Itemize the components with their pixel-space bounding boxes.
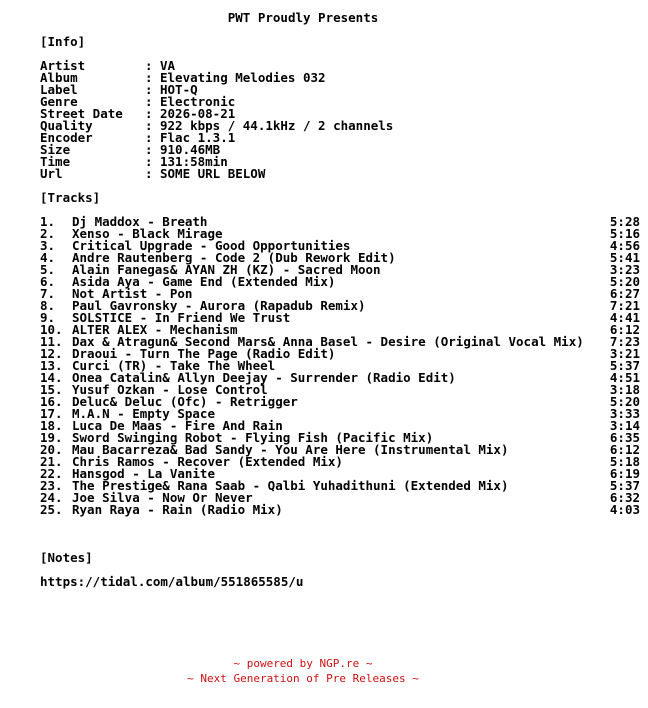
track-number: 18. [40, 418, 63, 433]
track-number: 16. [40, 394, 63, 409]
track-name: Dj Maddox - Breath [72, 214, 208, 229]
info-value: 131:58min [160, 154, 228, 169]
track-name: Xenso - Black Mirage [72, 226, 223, 241]
info-heading: [Info] [40, 34, 86, 49]
track-duration: 3:21 [609, 346, 640, 361]
footer [0, 656, 606, 686]
track-number: 13. [40, 358, 63, 373]
track-duration: 7:23 [609, 334, 640, 349]
track-name: Joe Silva - Now Or Never [72, 490, 253, 505]
track-number: 20. [40, 442, 63, 457]
info-label: Url [40, 166, 63, 181]
footer-tagline: ~ Next Generation of Pre Releases ~ [187, 672, 419, 685]
info-label: Time [40, 154, 71, 169]
info-value: Elevating Melodies 032 [160, 70, 326, 85]
track-duration: 3:23 [609, 262, 640, 277]
track-duration: 5:20 [609, 394, 640, 409]
track-duration: 4:03 [609, 502, 640, 517]
track-name: Sword Swinging Robot - Flying Fish (Pacific Mix) [72, 430, 434, 445]
track-name: Draoui - Turn The Page (Radio Edit) [72, 346, 336, 361]
track-duration: 3:14 [609, 418, 640, 433]
track-name: Mau Bacarreza& Bad Sandy - You Are Here (Instrumental Mix) [72, 442, 509, 457]
track-number: 11. [40, 334, 63, 349]
track-number: 17. [40, 406, 63, 421]
page-title: PWT Proudly Presents [227, 10, 379, 25]
info-separator: : [145, 142, 153, 157]
track-name: Andre Rautenberg - Code 2 (Dub Rework Edit) [72, 250, 396, 265]
track-duration: 5:28 [609, 214, 640, 229]
track-name: Dax & Atragun& Second Mars& Anna Basel - Desire (Original Vocal Mix) [72, 334, 584, 349]
track-number: 14. [40, 370, 63, 385]
track-number: 15. [40, 382, 63, 397]
track-duration: 3:33 [609, 406, 640, 421]
track-duration: 5:18 [609, 454, 640, 469]
info-value: 910.46MB [160, 142, 221, 157]
track-number: 25. [40, 502, 63, 517]
info-value: VA [160, 58, 176, 73]
track-name: Chris Ramos - Recover (Extended Mix) [72, 454, 343, 469]
track-name: Alain Fanegas& AYAN ZH (KZ) - Sacred Moon [72, 262, 381, 277]
info-label: Encoder [40, 130, 93, 145]
info-label: Album [40, 70, 78, 85]
info-separator: : [145, 130, 153, 145]
info-row [40, 72, 393, 84]
notes-url[interactable]: https://tidal.com/album/551865585/u [40, 574, 304, 589]
info-label: Genre [40, 94, 78, 109]
track-name: Luca De Maas - Fire And Rain [72, 418, 283, 433]
track-number: 6. [40, 274, 56, 289]
track-duration: 6:12 [609, 322, 640, 337]
track-number: 9. [40, 310, 56, 325]
track-duration: 5:37 [609, 358, 640, 373]
info-separator: : [145, 82, 153, 97]
track-name: SOLSTICE - In Friend We Trust [72, 310, 291, 325]
track-duration: 5:37 [609, 478, 640, 493]
track-number: 8. [40, 298, 56, 313]
info-value: Flac 1.3.1 [160, 130, 236, 145]
track-name: Not Artist - Pon [72, 286, 193, 301]
track-name: Critical Upgrade - Good Opportunities [72, 238, 351, 253]
track-number: 4. [40, 250, 56, 265]
track-name: The Prestige& Rana Saab - Qalbi Yuhadithuni (Extended Mix) [72, 478, 509, 493]
track-number: 5. [40, 262, 56, 277]
info-row [40, 168, 393, 180]
track-number: 12. [40, 346, 63, 361]
footer-powered-by[interactable]: ~ powered by NGP.re ~ [233, 657, 373, 670]
track-number: 10. [40, 322, 63, 337]
track-name: Asida Aya - Game End (Extended Mix) [72, 274, 336, 289]
info-separator: : [145, 154, 153, 169]
track-duration: 6:27 [609, 286, 640, 301]
track-number: 24. [40, 490, 63, 505]
track-duration: 3:18 [609, 382, 640, 397]
tracklist [40, 216, 640, 516]
track-duration: 5:20 [609, 274, 640, 289]
track-row [40, 504, 640, 516]
track-duration: 4:56 [609, 238, 640, 253]
track-number: 19. [40, 430, 63, 445]
track-duration: 6:35 [609, 430, 640, 445]
info-value: 2026-08-21 [160, 106, 236, 121]
info-value: 922 kbps / 44.1kHz / 2 channels [160, 118, 394, 133]
track-number: 22. [40, 466, 63, 481]
info-separator: : [145, 94, 153, 109]
tracks-heading: [Tracks] [40, 190, 101, 205]
track-name: Deluc& Deluc (Ofc) - Retrigger [72, 394, 298, 409]
track-duration: 7:21 [609, 298, 640, 313]
track-duration: 6:32 [609, 490, 640, 505]
track-number: 7. [40, 286, 56, 301]
track-duration: 4:41 [609, 310, 640, 325]
track-number: 1. [40, 214, 56, 229]
info-value: SOME URL BELOW [160, 166, 266, 181]
track-duration: 6:12 [609, 442, 640, 457]
track-name: ALTER ALEX - Mechanism [72, 322, 238, 337]
track-number: 21. [40, 454, 63, 469]
info-block [40, 60, 393, 180]
info-separator: : [145, 118, 153, 133]
info-separator: : [145, 58, 153, 73]
track-number: 3. [40, 238, 56, 253]
track-duration: 5:41 [609, 250, 640, 265]
info-label: Street Date [40, 106, 123, 121]
track-name: M.A.N - Empty Space [72, 406, 215, 421]
track-duration: 4:51 [609, 370, 640, 385]
info-label: Label [40, 82, 78, 97]
info-label: Size [40, 142, 71, 157]
track-name: Yusuf Ozkan - Lose Control [72, 382, 268, 397]
track-name: Onea Catalin& Allyn Deejay - Surrender (Radio Edit) [72, 370, 456, 385]
track-duration: 5:16 [609, 226, 640, 241]
info-value: HOT-Q [160, 82, 198, 97]
info-label: Quality [40, 118, 93, 133]
track-name: Curci (TR) - Take The Wheel [72, 358, 276, 373]
info-separator: : [145, 70, 153, 85]
track-number: 2. [40, 226, 56, 241]
info-separator: : [145, 166, 153, 181]
track-name: Ryan Raya - Rain (Radio Mix) [72, 502, 283, 517]
info-separator: : [145, 106, 153, 121]
info-value: Electronic [160, 94, 236, 109]
track-name: Hansgod - La Vanite [72, 466, 215, 481]
track-duration: 6:19 [609, 466, 640, 481]
track-number: 23. [40, 478, 63, 493]
notes-heading: [Notes] [40, 550, 93, 565]
track-name: Paul Gavronsky - Aurora (Rapadub Remix) [72, 298, 366, 313]
info-label: Artist [40, 58, 86, 73]
